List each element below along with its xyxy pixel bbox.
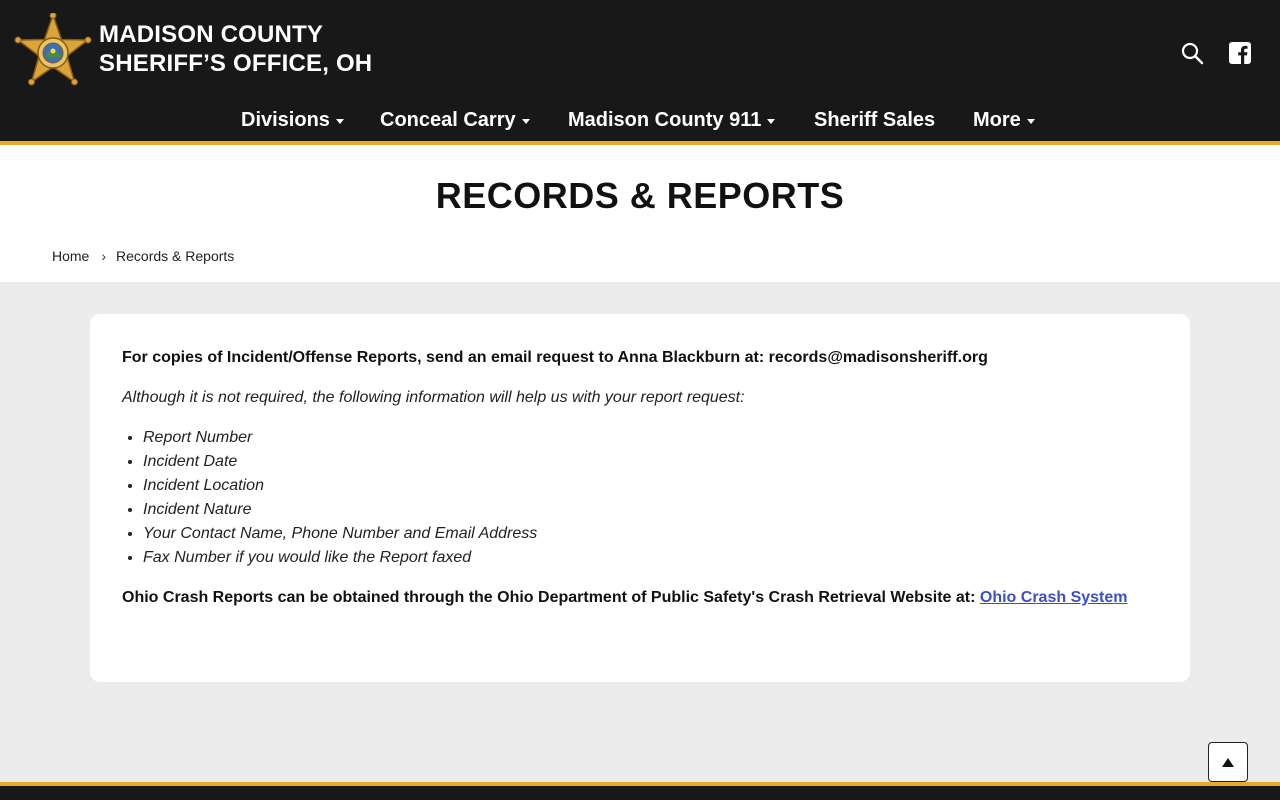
nav-madison-county-911[interactable] (568, 104, 775, 136)
list-item: • Incident Nature (143, 498, 1162, 522)
breadcrumb-separator: › (101, 248, 107, 264)
content-card (90, 314, 1190, 682)
back-to-top-button[interactable] (1208, 742, 1248, 782)
search-icon[interactable] (1179, 40, 1205, 66)
list-item: • Report Number (143, 426, 1162, 450)
requested-info-list (122, 426, 1162, 570)
list-item: • Incident Location (143, 474, 1162, 498)
nav-more[interactable] (973, 104, 1035, 136)
list-item: • Incident Date (143, 450, 1162, 474)
nav-divisions[interactable] (241, 104, 344, 136)
list-item: • Fax Number if you would like the Report faxed (143, 546, 1162, 570)
crash-reports-text (122, 586, 1162, 610)
site-title-line1: MADISON COUNTY (99, 21, 324, 48)
caret-down-icon (336, 119, 344, 124)
site-header (0, 0, 1280, 141)
list-item: • Your Contact Name, Phone Number and Email Address (143, 522, 1162, 546)
nav-sheriff-sales-label: Sheriff Sales (814, 108, 936, 131)
page-title-area (0, 145, 1280, 282)
caret-down-icon (522, 119, 530, 124)
page-title: RECORDS & REPORTS (435, 175, 845, 216)
main-nav (0, 104, 1280, 136)
nav-sheriff-sales[interactable] (814, 104, 935, 136)
nav-more-label: More (973, 108, 1021, 131)
nav-conceal-carry-label: Conceal Carry (380, 108, 516, 131)
intro-text: For copies of Incident/Offense Reports, send an email request to Anna Blackburn at: records@madisonsheriff.org (122, 349, 988, 366)
facebook-icon[interactable] (1227, 40, 1253, 66)
site-title-line2: SHERIFF’S OFFICE, OH (99, 50, 373, 77)
breadcrumb (52, 248, 234, 264)
nav-conceal-carry[interactable] (380, 104, 530, 136)
note-text: Although it is not required, the following information will help us with your report request: (122, 389, 745, 406)
ohio-crash-system-link[interactable]: Ohio Crash System (979, 589, 1128, 606)
site-title[interactable] (99, 20, 372, 78)
caret-down-icon (767, 119, 775, 124)
breadcrumb-home-link[interactable]: Home (52, 248, 90, 264)
caret-down-icon (1027, 119, 1035, 124)
site-footer (0, 786, 1280, 800)
arrow-up-icon (1222, 758, 1234, 767)
sheriff-badge-logo[interactable] (14, 13, 92, 89)
breadcrumb-current: Records & Reports (116, 248, 235, 264)
nav-divisions-label: Divisions (241, 108, 330, 131)
crash-reports-label: Ohio Crash Reports can be obtained through the Ohio Department of Public Safety's Crash Retrieval Website at: (122, 589, 976, 606)
nav-madison-county-911-label: Madison County 911 (568, 108, 762, 131)
